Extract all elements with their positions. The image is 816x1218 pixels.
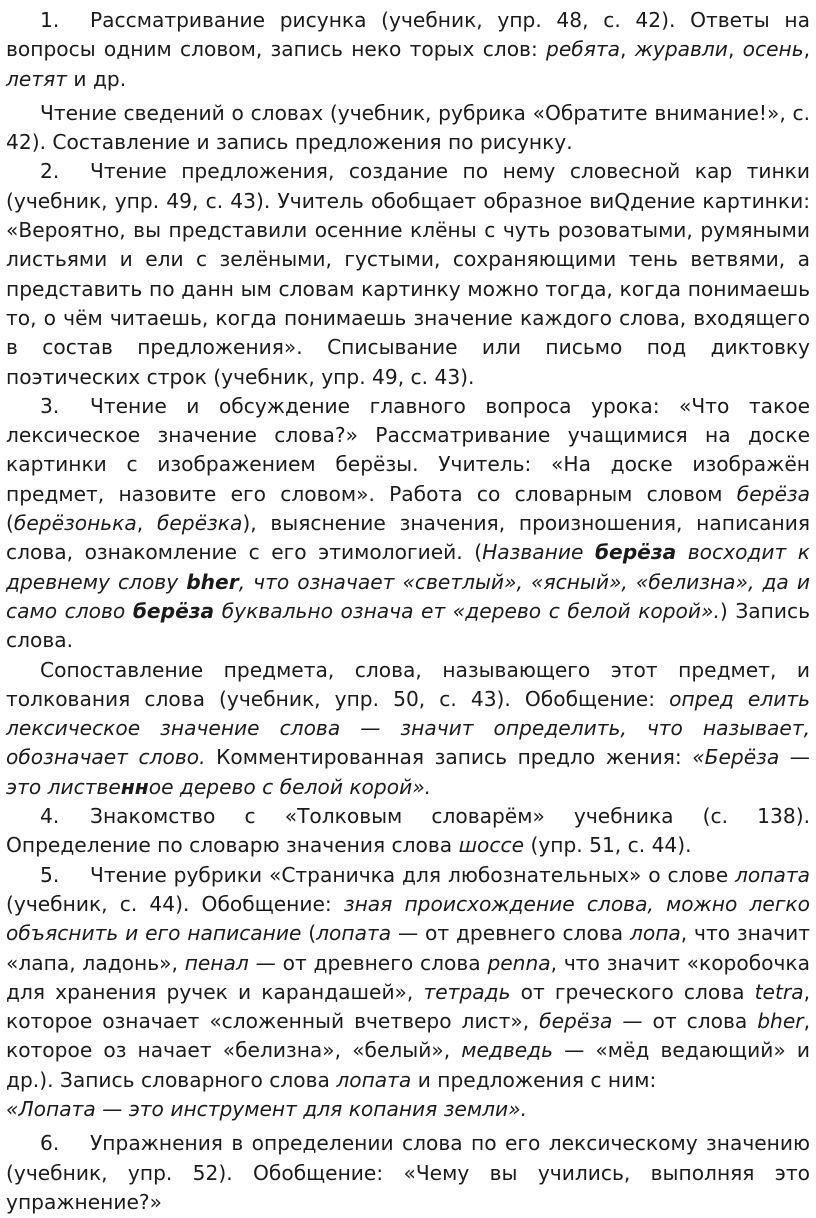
paragraph-6: 4. Знакомство с «Толковым словарём» учебника (с. 138). Определение по словарю значения слова шоссе (упр. 51, с. 44). bbox=[6, 804, 810, 858]
item-number: 5. bbox=[40, 862, 60, 887]
paragraph-2: Чтение сведений о словах (учебник, рубрика «Обратите внимание!», с. 42). Составление и запись предложения по рисунку. bbox=[6, 100, 810, 155]
item-number: 4. bbox=[40, 804, 60, 829]
paragraph-7: 5. Чтение рубрики «Страничка для любознательных» о слове лопата (учебник, с. 44). Обобщение: зная происхождение слова, можно легко объяснить и его написание (лопата — от древнего слова лопа, что значит «лапа, ладонь», пенал — от древнего слова penna, что значит «коробочка для хранения ручек и карандашей», тетрадь от греческого слова tetra, которое означает «сложенный вчетверо лист», берёза — от слова bher, которое оз начает «белизна», «белый», медведь — «мёд ведающий» и др.). Запись словарного слова лопата и предложения с ним: bbox=[6, 862, 811, 1092]
paragraph-5: Сопоставление предмета, слова, называющего этот предмет, и толкования слова (учебник, упр. 50, с. 43). Обобщение: опред елить лексическое значение слова — значит определить, что называет, обозначает слово. Комментированная запись предло жения: «Берёза — это лиственное дерево с белой корой». bbox=[6, 657, 811, 799]
paragraph-9: 6. Упражнения в определении слова по его лексическому значению (учебник, упр. 52). Обобщение: «Чему вы учились, выполняя это упражнение?» bbox=[6, 1131, 810, 1214]
paragraph-3: 2. Чтение предложения, создание по нему словесной кар тинки (учебник, упр. 49, с. 43). Учитель обобщает образное виQдение картинки: «Вероятно, вы представили осенние клёны с чуть розоватыми, румяными листьями и ели с зелёными, густыми, сохраняющими тень ветвями, а представить по данн ым словам картинку можно тогда, когда понимаешь то, о чём читаешь, когда понимаешь значение каждого слова, входящего в состав предложения». Списывание или письмо под диктовку поэтических строк (учебник, упр. 49, с. 43). bbox=[6, 159, 810, 389]
paragraph-1: 1. Рассматривание рисунка (учебник, упр. 48, с. 42). Ответы на вопросы одним словом, запись неко торых слов: ребята, журавли, осень, летят и др. bbox=[6, 8, 811, 91]
paragraph-4: 3. Чтение и обсуждение главного вопроса урока: «Что такое лексическое значение слова?» Рассматривание учащимися на доске картинки с изображением берёзы. Учитель: «На доске изображён предмет, назовите его словом». Работа со словарным словом берёза (берёзонька, берёзка), выяснение значения, произношения, написания слова, ознакомление с его этимологией. (Название берёза восходит к древнему слову bher, что означает «светлый», «ясный», «белизна», да и само слово берёза буквально означа ет «дерево с белой корой».) Запись слова. bbox=[6, 393, 810, 653]
paragraph-8: «Лопата — это инструмент для копания земли». bbox=[6, 1096, 527, 1121]
item-number: 2. bbox=[40, 159, 60, 184]
item-number: 1. bbox=[40, 8, 60, 32]
item-number: 3. bbox=[40, 393, 60, 418]
item-number: 6. bbox=[40, 1131, 60, 1156]
